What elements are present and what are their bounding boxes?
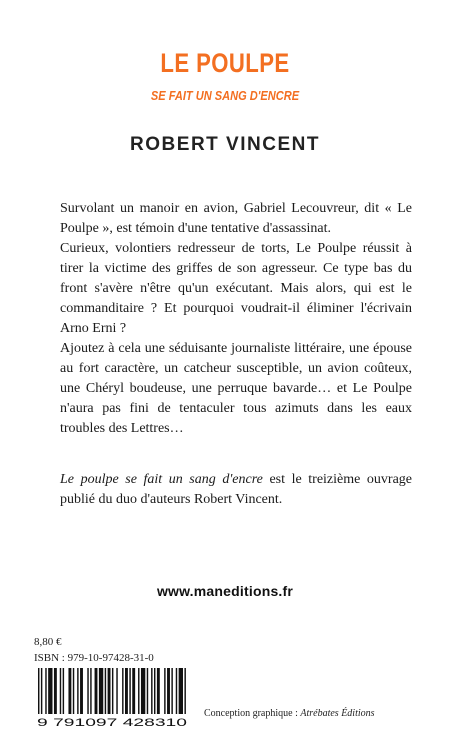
barcode-bar (154, 668, 155, 714)
barcode-bar (129, 668, 130, 714)
series-title: LE POULPE (160, 48, 290, 78)
book-subtitle: SE FAIT UN SANG D'ENCRE (150, 88, 300, 103)
barcode-bar (48, 668, 52, 714)
barcode-bar (90, 668, 91, 714)
barcode-bar (73, 668, 74, 714)
book-title-italic: Le poulpe se fait un sang d'encre (60, 472, 263, 487)
barcode-bar (95, 668, 98, 714)
barcode-bar (164, 668, 165, 714)
barcode-bar (171, 668, 172, 714)
blurb-paragraph: Curieux, volontiers redresseur de torts, Le Poulpe réussit à tirer la victime des griffes de son agresseur. Ce type bas du front s'avère n'être qu'un exécutant. Mais alors, qui est le commanditaire ? Et pourquoi voudrait-il éliminer l'écrivain Arno Erni ? (60, 241, 412, 336)
barcode-bar (147, 668, 148, 714)
barcode-bar (68, 668, 71, 714)
back-cover-blurb (60, 199, 412, 439)
barcode-bar (141, 668, 145, 714)
barcode-bar (125, 668, 128, 714)
barcode-bar (77, 668, 78, 714)
barcode-bar (108, 668, 111, 714)
barcode-bar (184, 668, 185, 714)
barcode-bar (157, 668, 160, 714)
blurb-paragraph: Ajoutez à cela une séduisante journaliste littéraire, une épouse au fort caractère, un catcheur susceptible, un avion coûteux, une Chéryl boudeuse, une perruque bavarde… et Le Poulpe n'aura pas fini de tentaculer tous azimuts dans les eaux troubles des Lettres… (60, 341, 412, 436)
author-name: ROBERT VINCENT (130, 134, 320, 155)
barcode-bar (116, 668, 117, 714)
barcode-digits: 9 791097 428310 (37, 717, 187, 728)
closing-paragraph (60, 470, 412, 510)
barcode-bar (38, 668, 39, 714)
barcode-bars (38, 668, 186, 714)
barcode-bar (45, 668, 46, 714)
graphic-design-credit (204, 708, 375, 719)
barcode-bar (179, 668, 183, 714)
price-label: 8,80 € (34, 636, 62, 648)
barcode-bar (132, 668, 135, 714)
publisher-website: www.maneditions.fr (156, 583, 294, 599)
barcode-bar (80, 668, 83, 714)
closing-text: est le treizième ouvrage publié du duo d'auteurs Robert Vincent. (60, 472, 412, 507)
barcode-bar (87, 668, 88, 714)
credit-label: Conception graphique : (204, 708, 301, 719)
barcode-icon (34, 668, 190, 728)
barcode-bar (122, 668, 123, 714)
closing-note (60, 470, 412, 510)
isbn-label: ISBN : 979-10-97428-31-0 (34, 652, 154, 664)
barcode-bar (41, 668, 42, 714)
barcode-bar (105, 668, 106, 714)
blurb-paragraph: Survolant un manoir en avion, Gabriel Lecouvreur, dit « Le Poulpe », est témoin d'une tentative d'assassinat. (60, 201, 412, 236)
barcode-bar (176, 668, 177, 714)
barcode-bar (63, 668, 64, 714)
barcode-bar (54, 668, 57, 714)
barcode-bar (99, 668, 103, 714)
barcode-bar (138, 668, 139, 714)
barcode-bar (151, 668, 152, 714)
barcode-bar (60, 668, 61, 714)
credit-designer: Atrébates Éditions (300, 708, 375, 719)
barcode-bar (167, 668, 170, 714)
barcode-bar (112, 668, 113, 714)
